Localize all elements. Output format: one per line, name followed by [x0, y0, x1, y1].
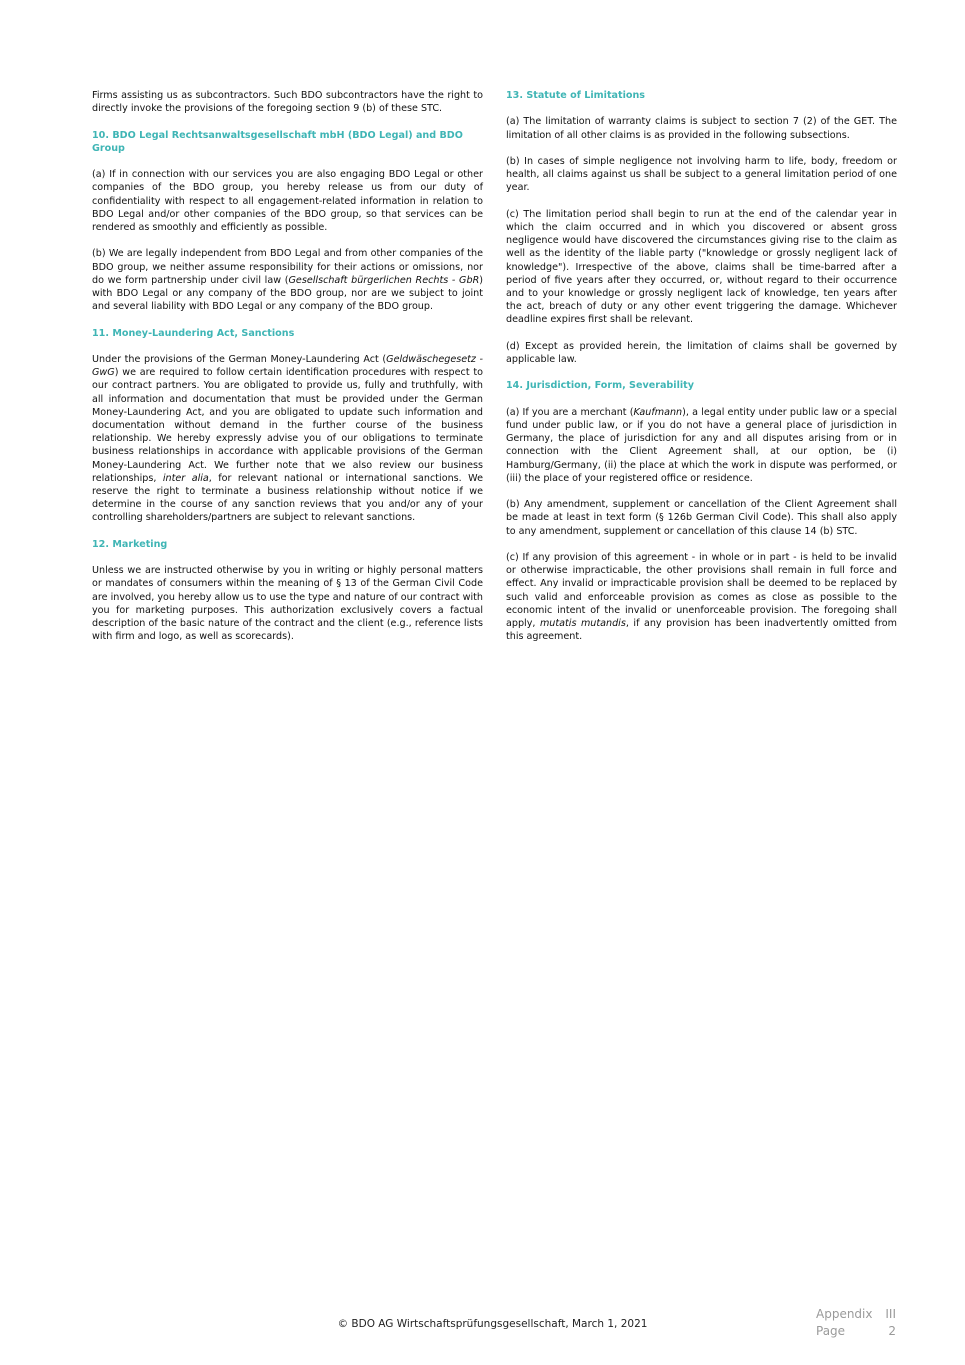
text-span: , for relevant national or international sanctions. We reserve the right to terminate a business relationship without notice if we determine in the course of any sanction reviews that you and/or any of your controlling shareholders/partners are subject to relevant sanctions.: [92, 472, 483, 524]
text-span: (b) We are legally independent from BDO Legal and from other companies of the BDO group, we neither assume responsibility for their actions or omissions, nor do we form partnership under civil law (: [92, 248, 483, 286]
emphasis-text: Gesellschaft bürgerlichen Rechts - GbR: [288, 274, 480, 286]
section-10-heading: 10. BDO Legal Rechtsanwaltsgesellschaft mbH (BDO Legal) and BDO Group: [92, 129, 463, 154]
paragraph-intro: Firms assisting us as subcontractors. Such BDO subcontractors have the right to directly invoke the provisions of the foregoing section 9 (b) of these STC.: [92, 90, 483, 115]
emphasis-text: Geldwäschegesetz - GwG: [92, 353, 483, 379]
text-span: ), a legal entity under public law or a special fund under public law, or if you do not have a general place of jurisdiction in Germany, the place of jurisdiction for any and all disputes arising from or in connection with the Client Agreement shall, at our option, be (i) Hamburg/Germany, (ii) the place at which the work in dispute was performed, or (iii) the place of your registered office or residence.: [506, 406, 897, 484]
paragraph-10a: (a) If in connection with our services you are also engaging BDO Legal or other companies of the BDO group, you hereby release us from our duty of confidentiality with respect to all engagement-related information in relation to BDO Legal and/or other companies of the BDO group, so that services can be rendered as smoothly and efficiently as possible.: [92, 169, 483, 233]
footer-copyright: © BDO AG Wirtschaftsprüfungsgesellschaft, March 1, 2021: [337, 1318, 648, 1330]
paragraph-13b: (b) In cases of simple negligence not involving harm to life, body, freedom or health, all claims against us shall be subject to a general limitation period of one year.: [506, 155, 897, 194]
page-number: 2: [888, 1324, 896, 1338]
text-span: ) we are required to follow certain identification procedures with respect to our contract partners. You are obligated to provide us, fully and truthfully, with all information and documentation that must be provided under the German Money-Laundering Act, and you are obligated to update such information and documentation without demand in the further course of the business relationship. We hereby expressly advise you of our obligations to terminate business relationships in accordance with applicable provisions of the German Money-Laundering Act. We further note that we also review our business relationships,: [92, 367, 483, 484]
appendix-label: Appendix: [816, 1307, 873, 1321]
paragraph-14c: [506, 551, 897, 643]
section-12-heading: 12. Marketing: [92, 538, 168, 550]
section-14-heading: 14. Jurisdiction, Form, Severability: [506, 380, 695, 392]
left-column: [92, 89, 483, 657]
emphasis-text: mutatis mutandis: [539, 618, 626, 629]
section-13-heading: 13. Statute of Limitations: [506, 90, 646, 101]
paragraph-13d: (d) Except as provided herein, the limitation of claims shall be governed by applicable law.: [506, 340, 897, 365]
text-span: (a) If you are a merchant (: [506, 406, 634, 418]
text-span: Under the provisions of the German Money-Laundering Act (: [92, 353, 387, 365]
page-row: [816, 1323, 896, 1340]
paragraph-12: Unless we are instructed otherwise by you in writing or highly personal matters or mandates of consumers within the meaning of § 13 of the German Civil Code are involved, you hereby allow us to use the type and nature of our contract with you for marketing purposes. This authorization exclusively covers a factual description of the basic nature of the contract and the client (e.g., reference lists with firm and logo, as well as scorecards).: [92, 565, 483, 643]
paragraph-14a: [506, 406, 897, 485]
right-column: [506, 89, 897, 657]
paragraph-13a: (a) The limitation of warranty claims is subject to section 7 (2) of the GET. The limitation of all other claims is as provided in the following subsections.: [506, 116, 897, 141]
page-info: [816, 1306, 896, 1340]
emphasis-text: Kaufmann: [633, 406, 683, 418]
text-span: ) with BDO Legal or any company of the BDO group, nor are we subject to joint and several liability with BDO Legal or any company of the BDO group.: [92, 274, 483, 313]
section-11-heading: 11. Money-Laundering Act, Sanctions: [92, 327, 295, 339]
text-span: , if any provision has been inadvertently omitted from this agreement.: [506, 618, 897, 643]
paragraph-14b: (b) Any amendment, supplement or cancellation of the Client Agreement shall be made at least in text form (§ 126b German Civil Code). This shall also apply to any amendment, supplement or cancellation of this clause 14 (b) STC.: [506, 499, 897, 537]
appendix-row: [816, 1306, 896, 1323]
emphasis-text: inter alia: [162, 472, 209, 484]
appendix-value: III: [885, 1307, 896, 1321]
paragraph-10b: [92, 247, 483, 313]
paragraph-13c: (c) The limitation period shall begin to run at the end of the calendar year in which the claim occurred and in which you discovered or absent gross negligence would have discovered the circumstances giving rise to the claim as well as the identity of the liable party ("knowledge or grossly negligent lack of knowledge"). Irrespective of the above, claims shall be time-barred after a period of five years after they occurred, or, without regard to their occurrence and to your knowledge or grossly negligent lack of knowledge, ten years after the act, breach of duty or any other event triggering the damage. Whichever deadline expires first shall be relevant.: [506, 208, 897, 326]
page-label: Page: [816, 1324, 846, 1338]
text-span: (c) If any provision of this agreement - in whole or in part - is held to be invalid or otherwise impracticable, the other provisions shall remain in full force and effect. Any invalid or impracticable provision shall be deemed to be replaced by such valid and enforceable provision as comes as close as possible to the economic intent of the invalid or unenforceable provision. The foregoing shall apply,: [506, 551, 897, 629]
paragraph-11: [92, 353, 483, 525]
